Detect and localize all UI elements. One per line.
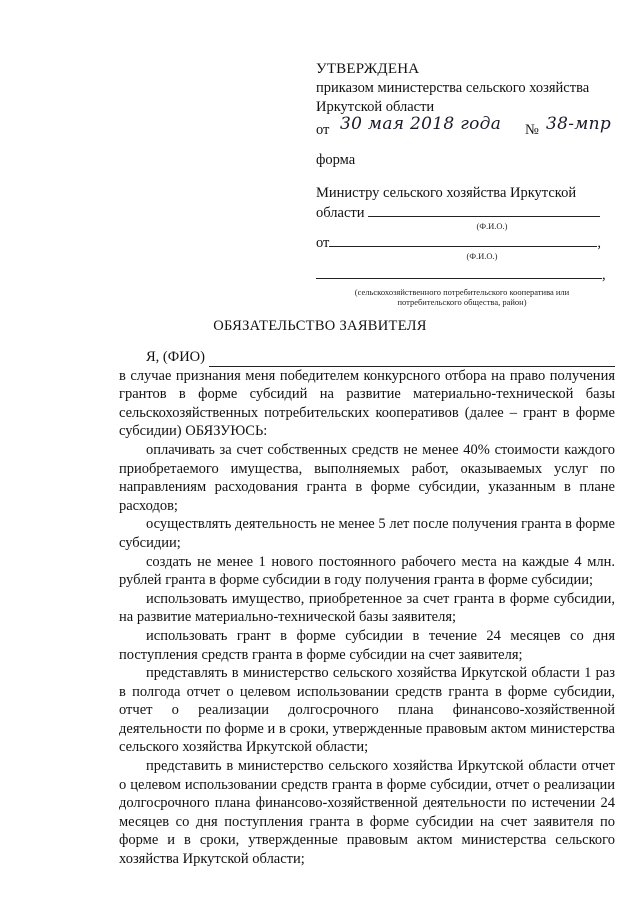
paragraph-obligation-7: представить в министерство сельского хозяйства Иркутской области отчет о целевом использовании средств гранта в форме субсидии, отчет о реализации долгосрочного плана финансово-хозяйственной деятельности по истечении 24 месяцев со дня поступления гранта в форме субсидии на счет заявителя по форме и в сроки, утвержденные правовым актом министерства сельского хозяйства Иркутской области; xyxy=(119,758,615,868)
addressee-line-2 xyxy=(316,203,608,223)
fio-caption-2: (Ф.И.О.) xyxy=(466,251,498,261)
addressee-block xyxy=(316,184,608,307)
from-line xyxy=(316,233,608,253)
from-fio-line xyxy=(329,233,597,247)
applicant-fio-label: Я, (ФИО) xyxy=(146,349,205,365)
approval-line-1: приказом министерства сельского хозяйства xyxy=(316,80,590,96)
paragraph-obligation-1: оплачивать за счет собственных средств не менее 40% стоимости каждого приобретаемого имущества, выполняемых работ, оказываемых услуг по направлениям расходования гранта в форме субсидии, указанным в плане расходов; xyxy=(119,441,615,514)
addressee-line-1: Министру сельского хозяйства Иркутской xyxy=(316,185,577,201)
approval-title: УТВЕРЖДЕНА xyxy=(316,61,420,77)
paragraph-obligation-2: осуществлять деятельность не менее 5 лет после получения гранта в форме субсидии; xyxy=(119,516,615,551)
approval-line-2: Иркутской области xyxy=(316,99,435,115)
document-body xyxy=(119,348,615,869)
form-label: форма xyxy=(316,152,356,168)
approval-block xyxy=(316,60,616,143)
from-prefix: от xyxy=(316,235,330,251)
org-caption-2: потребительского общества, район) xyxy=(397,297,527,307)
paragraph-intro: в случае признания меня победителем конкурсного отбора на право получения грантов в форме субсидий на развитие материально-технической базы сельскохозяйственных потребительских кооперативов (далее – грант в форме субсидии) ОБЯЗУЮСЬ: xyxy=(119,367,615,440)
addressee-prefix: области xyxy=(316,205,365,221)
applicant-fio-line xyxy=(119,348,615,367)
order-line xyxy=(316,114,616,143)
fio-caption-1: (Ф.И.О.) xyxy=(476,221,508,231)
org-caption-1: (сельскохозяйственного потребительского кооператива или xyxy=(354,287,570,297)
org-comma: , xyxy=(602,267,606,283)
minister-fio-line xyxy=(368,203,600,217)
paragraph-obligation-3: создать не менее 1 нового постоянного рабочего места на каждые 4 млн. рублей гранта в форме субсидии в году получения гранта в форме субсидии; xyxy=(119,553,615,589)
order-prefix: от xyxy=(316,122,330,138)
org-line xyxy=(316,265,608,285)
order-number-handwritten: 38-мпр xyxy=(546,114,612,134)
document-title: ОБЯЗАТЕЛЬСТВО ЗАЯВИТЕЛЯ xyxy=(213,318,427,334)
order-number-label: № xyxy=(525,122,539,138)
from-comma: , xyxy=(597,235,602,251)
paragraph-obligation-5: использовать грант в форме субсидии в течение 24 месяцев со дня поступления средств гранта в форме субсидии на счет заявителя; xyxy=(119,627,615,663)
paragraph-obligation-6: представлять в министерство сельского хозяйства Иркутской области 1 раз в полгода отчет о целевом использовании средств гранта в форме субсидии, отчет о реализации долгосрочного плана финансово-хозяйственной деятельности по форме и в сроки, утвержденные правовым актом министерства сельского хозяйства Иркутской области; xyxy=(119,665,615,756)
order-date-handwritten: 30 мая 2018 года xyxy=(340,114,502,134)
org-fill-line xyxy=(316,265,602,279)
applicant-fio-fill xyxy=(209,352,615,367)
paragraph-obligation-4: использовать имущество, приобретенное за счет гранта в форме субсидии, на развитие материально-технической базы заявителя; xyxy=(119,590,615,626)
